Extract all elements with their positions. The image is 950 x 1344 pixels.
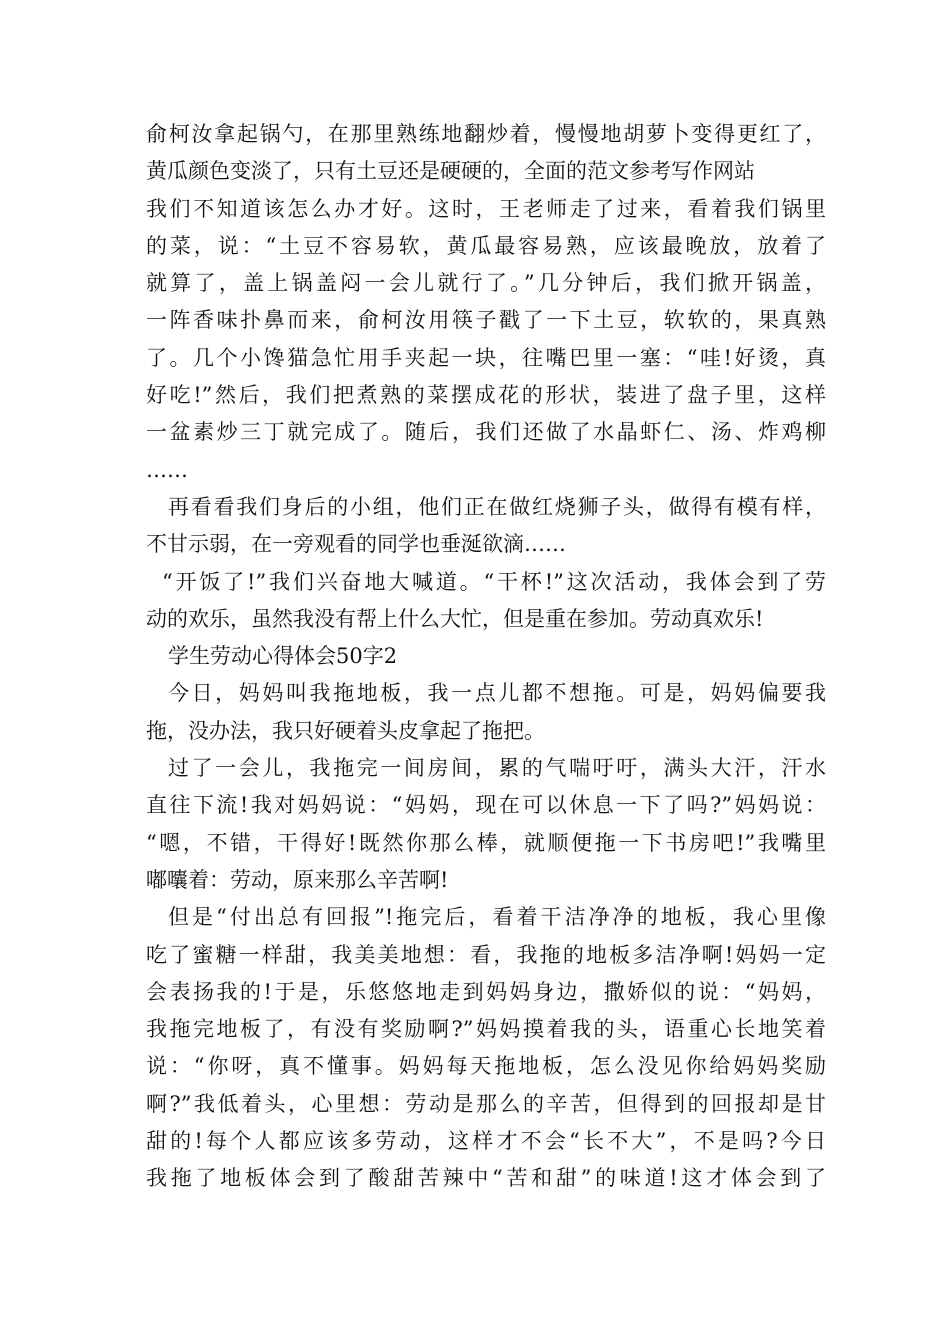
text-line: 我们不知道该怎么办才好。这时，王老师走了过来，看着我们锅里	[146, 196, 826, 221]
text-line: 吃了蜜糖一样甜，我美美地想：看，我拖的地板多洁净啊!妈妈一定	[146, 942, 826, 967]
document-body	[146, 116, 826, 1198]
text-line: 甜的!每个人都应该多劳动，这样才不会“长不大”，不是吗?今日	[146, 1129, 826, 1154]
text-line: 我拖完地板了，有没有奖励啊?”妈妈摸着我的头，语重心长地笑着	[146, 1017, 826, 1042]
text-line: 拖，没办法，我只好硬着头皮拿起了拖把。	[146, 718, 545, 743]
text-line: 就算了，盖上锅盖闷一会儿就行了。”几分钟后，我们掀开锅盖，	[146, 271, 826, 296]
text-line: 再看看我们身后的小组，他们正在做红烧狮子头，做得有模有样，	[168, 494, 826, 519]
text-line: “开饭了!”我们兴奋地大喊道。“干杯!”这次活动，我体会到了劳	[162, 569, 826, 594]
text-line: 一阵香味扑鼻而来，俞柯汝用筷子戳了一下土豆，软软的，果真熟	[146, 308, 826, 333]
text-line: 说：“你呀，真不懂事。妈妈每天拖地板，怎么没见你给妈妈奖励	[146, 1054, 826, 1079]
text-line: 啊?”我低着头，心里想：劳动是那么的辛苦，但得到的回报却是甘	[146, 1091, 826, 1116]
text-line: 过了一会儿，我拖完一间房间，累的气喘吁吁，满头大汗，汗水	[168, 756, 826, 781]
text-line: ……	[146, 457, 188, 482]
text-line: 学生劳动心得体会50字2	[168, 644, 398, 669]
text-line: 一盆素炒三丁就完成了。随后，我们还做了水晶虾仁、汤、炸鸡柳	[146, 420, 826, 445]
text-line: 好吃!”然后，我们把煮熟的菜摆成花的形状，装进了盘子里，这样	[146, 383, 826, 408]
text-line: 了。几个小馋猫急忙用手夹起一块，往嘴巴里一塞：“哇!好烫，真	[146, 345, 826, 370]
text-line: 嘟囔着：劳动，原来那么辛苦啊!	[146, 867, 449, 892]
text-line: 动的欢乐，虽然我没有帮上什么大忙，但是重在参加。劳动真欢乐!	[146, 606, 764, 631]
text-line: 但是“付出总有回报”!拖完后，看着干洁净净的地板，我心里像	[168, 905, 826, 930]
text-line: 我拖了地板体会到了酸甜苦辣中“苦和甜”的味道!这才体会到了	[146, 1166, 826, 1191]
text-line: 的菜，说：“土豆不容易软，黄瓜最容易熟，应该最晚放，放着了	[146, 233, 826, 258]
text-line: 不甘示弱，在一旁观看的同学也垂涎欲滴……	[146, 532, 566, 557]
text-line: 直往下流!我对妈妈说：“妈妈，现在可以休息一下了吗?”妈妈说：	[146, 793, 826, 818]
text-line: 黄瓜颜色变淡了，只有土豆还是硬硬的，全面的范文参考写作网站	[146, 159, 755, 184]
text-line: 今日，妈妈叫我拖地板，我一点儿都不想拖。可是，妈妈偏要我	[168, 681, 826, 706]
text-line: 俞柯汝拿起锅勺，在那里熟练地翻炒着，慢慢地胡萝卜变得更红了，	[146, 122, 826, 146]
text-line: 会表扬我的!于是，乐悠悠地走到妈妈身边，撒娇似的说：“妈妈，	[146, 979, 826, 1004]
text-line: “嗯，不错，干得好!既然你那么棒，就顺便拖一下书房吧!”我嘴里	[146, 830, 826, 855]
